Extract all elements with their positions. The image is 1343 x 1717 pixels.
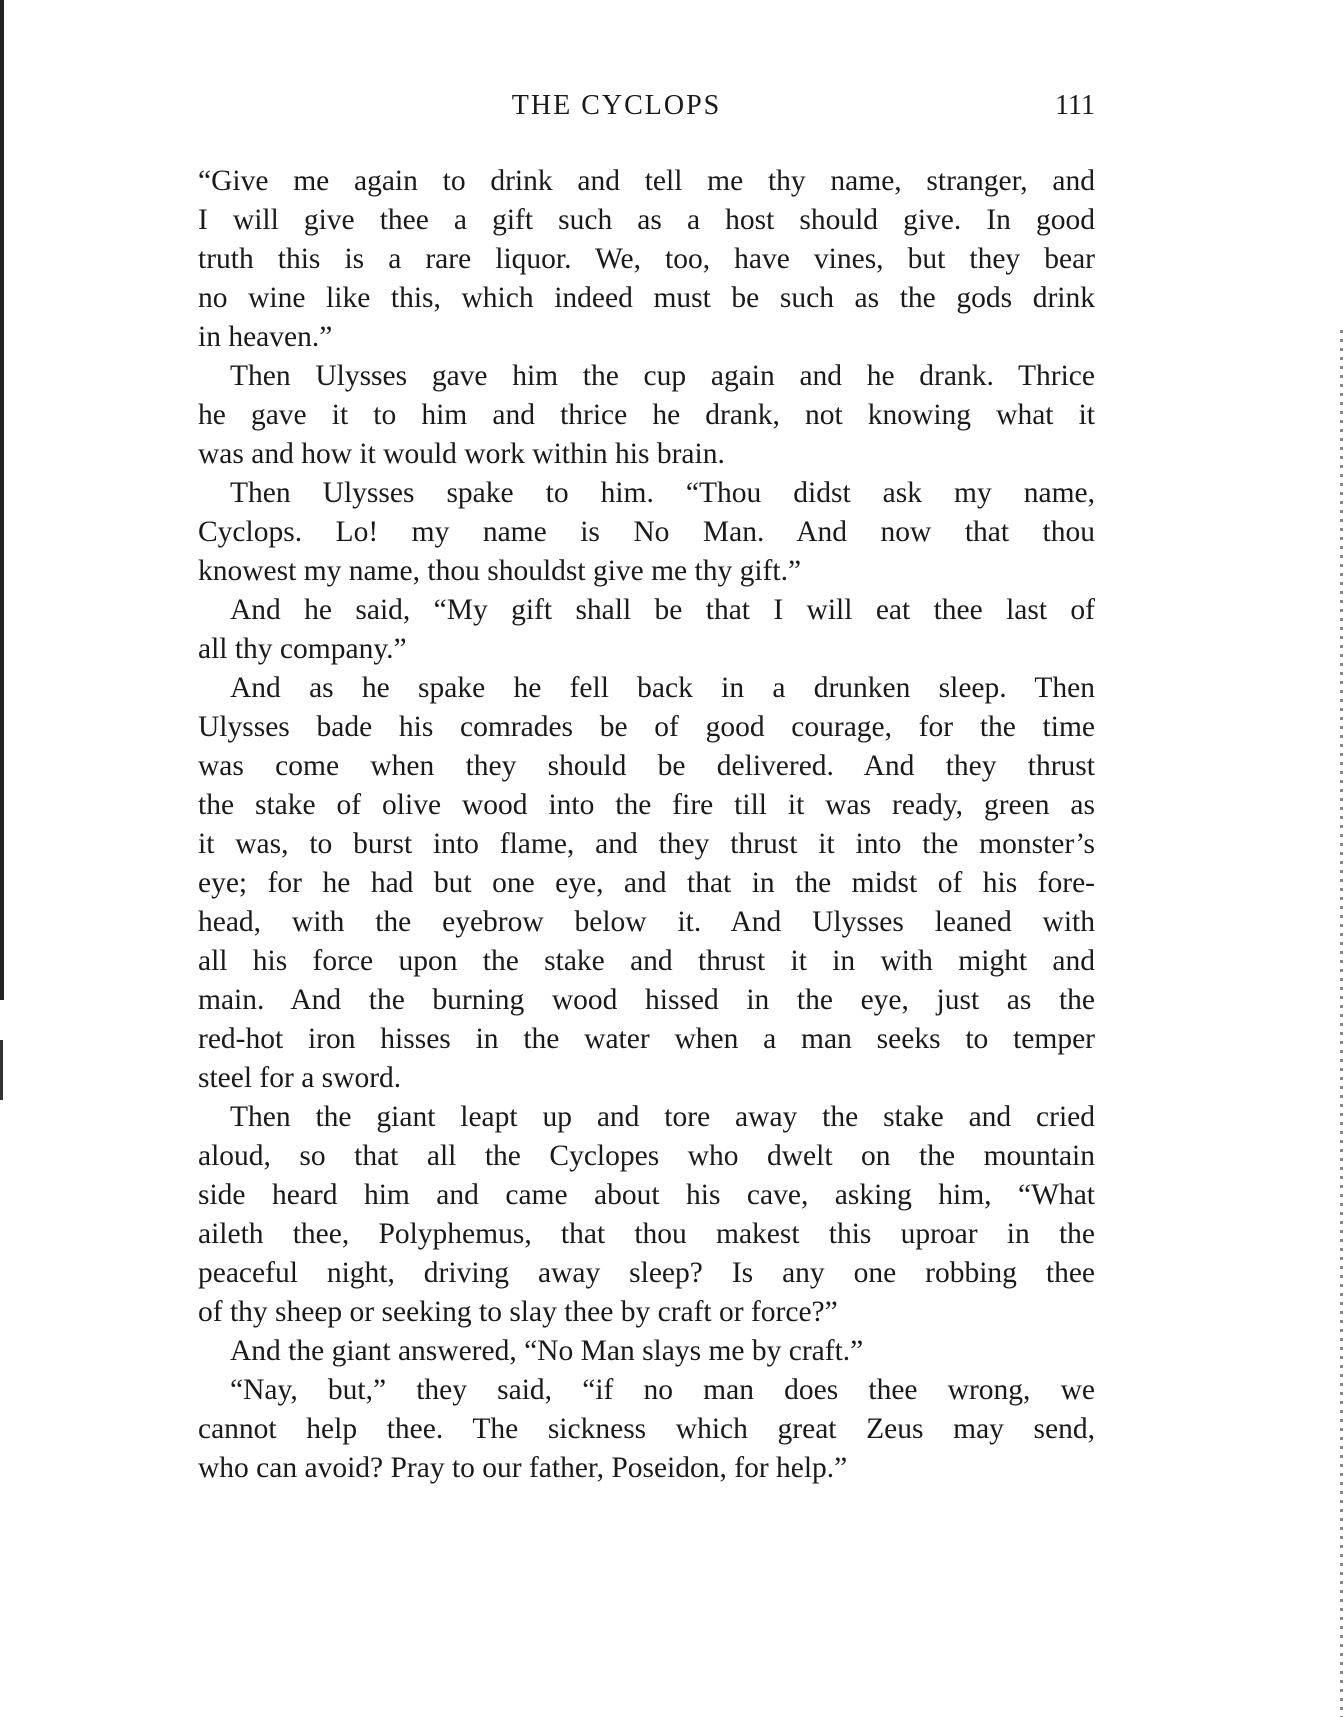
text-line: eye; for he had but one eye, and that in the midst of his fore- [198, 867, 1095, 899]
text-line: Then the giant leapt up and tore away the stake and cried [230, 1101, 1095, 1133]
paragraph [198, 591, 1095, 669]
text-line: all his force upon the stake and thrust it in with might and [198, 945, 1095, 977]
text-line: side heard him and came about his cave, asking him, “What [198, 1179, 1095, 1211]
text-line: Then Ulysses spake to him. “Thou didst ask my name, [230, 477, 1095, 509]
text-line: knowest my name, thou shouldst give me thy gift.” [198, 555, 802, 587]
text-line: was and how it would work within his brain. [198, 438, 725, 470]
text-line: “Give me again to drink and tell me thy name, stranger, and [198, 165, 1095, 197]
text-line: he gave it to him and thrice he drank, not knowing what it [198, 399, 1095, 431]
text-line: main. And the burning wood hissed in the eye, just as the [198, 984, 1095, 1016]
page-number: 111 [1055, 90, 1095, 121]
text-line: in heaven.” [198, 321, 333, 353]
text-line: And the giant answered, “No Man slays me by craft.” [230, 1335, 864, 1367]
text-line: Then Ulysses gave him the cup again and he drank. Thrice [230, 360, 1095, 392]
text-line: And he said, “My gift shall be that I will eat thee last of [230, 594, 1095, 626]
text-body [198, 162, 1095, 1488]
text-line: no wine like this, which indeed must be such as the gods drink [198, 282, 1095, 314]
text-line: steel for a sword. [198, 1062, 402, 1094]
paragraph [198, 474, 1095, 591]
text-line: red-hot iron hisses in the water when a man seeks to temper [198, 1023, 1095, 1055]
text-line: the stake of olive wood into the fire till it was ready, green as [198, 789, 1095, 821]
text-line: who can avoid? Pray to our father, Poseidon, for help.” [198, 1452, 848, 1484]
text-line: peaceful night, driving away sleep? Is any one robbing thee [198, 1257, 1095, 1289]
text-line: was come when they should be delivered. And they thrust [198, 750, 1095, 782]
text-line: head, with the eyebrow below it. And Ulysses leaned with [198, 906, 1095, 938]
text-line: of thy sheep or seeking to slay thee by craft or force?” [198, 1296, 838, 1328]
paragraph [198, 1371, 1095, 1488]
paragraph [198, 1098, 1095, 1332]
text-line: I will give thee a gift such as a host should give. In good [198, 204, 1095, 236]
scan-edge-left-mark [0, 1040, 3, 1100]
text-line: Cyclops. Lo! my name is No Man. And now that thou [198, 516, 1095, 548]
paragraph [198, 357, 1095, 474]
paragraph [198, 669, 1095, 1098]
text-line: Ulysses bade his comrades be of good courage, for the time [198, 711, 1095, 743]
text-line: aloud, so that all the Cyclopes who dwelt on the mountain [198, 1140, 1095, 1172]
text-line: all thy company.” [198, 633, 407, 665]
running-title: THE CYCLOPS [511, 90, 722, 121]
text-line: truth this is a rare liquor. We, too, have vines, but they bear [198, 243, 1095, 275]
text-line: And as he spake he fell back in a drunken sleep. Then [230, 672, 1095, 704]
running-head [198, 90, 1095, 130]
paragraph [198, 1332, 1095, 1371]
text-line: it was, to burst into flame, and they thrust it into the monster’s [198, 828, 1095, 860]
text-line: “Nay, but,” they said, “if no man does thee wrong, we [230, 1374, 1095, 1406]
text-line: aileth thee, Polyphemus, that thou makest this uproar in the [198, 1218, 1095, 1250]
text-line: cannot help thee. The sickness which great Zeus may send, [198, 1413, 1095, 1445]
scan-edge-left [0, 0, 4, 1000]
paragraph [198, 162, 1095, 357]
